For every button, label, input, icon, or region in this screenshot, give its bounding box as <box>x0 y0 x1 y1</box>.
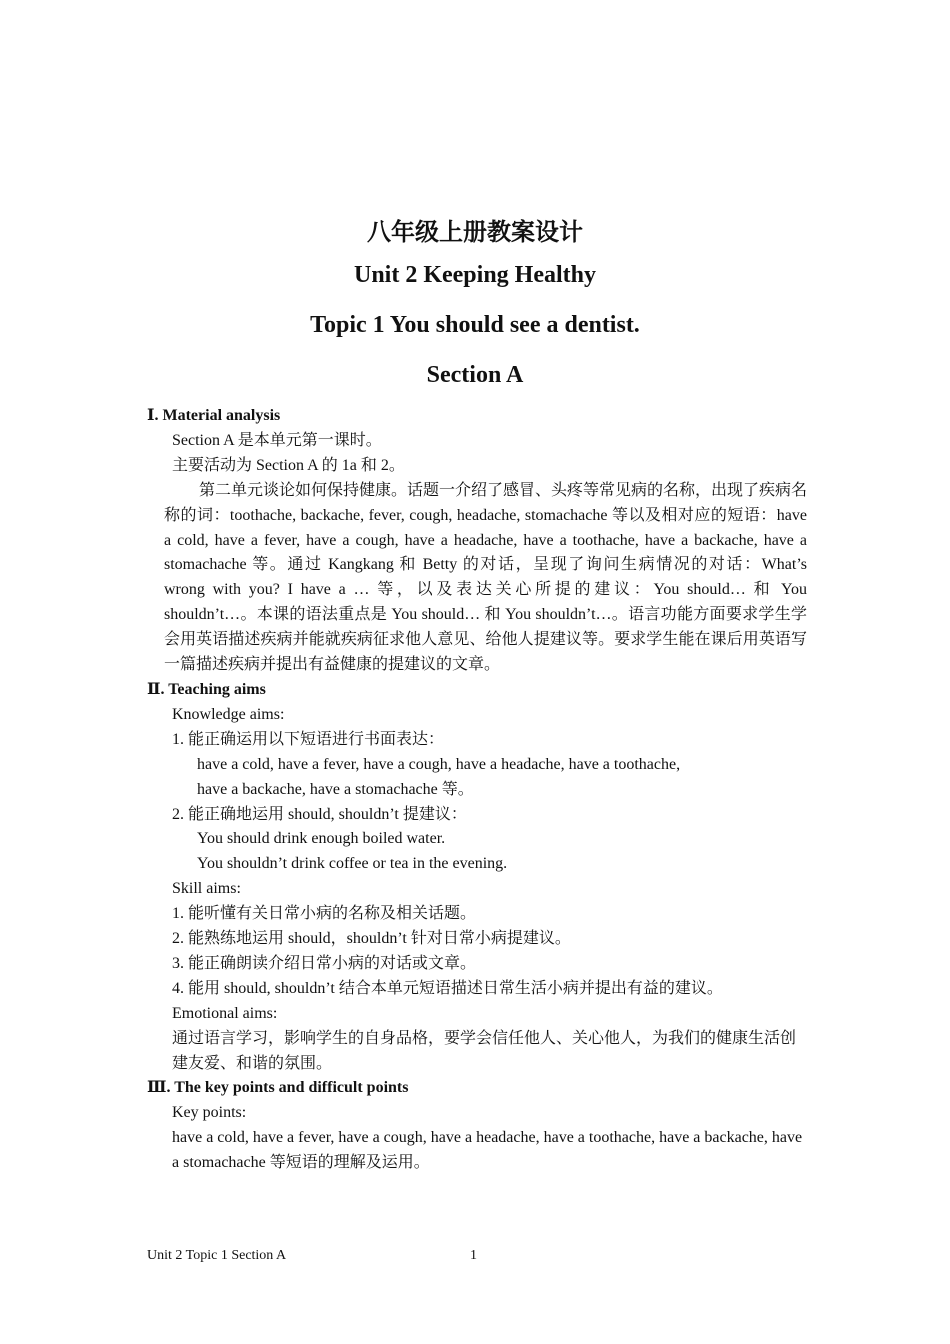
key-points-text: have a cold, have a fever, have a cough, have a headache, have a toothache, have a backache, have a stomachache 等短语的理解及运用。 <box>172 1129 803 1172</box>
topic-title: Topic 1 You should see a dentist. <box>310 312 640 338</box>
aims-heading: Ⅱ. Teaching aims <box>147 680 266 698</box>
page-number: 1 <box>470 1248 477 1263</box>
material-paragraph <box>147 479 807 678</box>
unit-title: Unit 2 Keeping Healthy <box>353 262 596 288</box>
footer-label: Unit 2 Topic 1 Section A <box>147 1248 287 1263</box>
material-paragraph-text: 第二单元谈论如何保持健康。话题一介绍了感冒、头疼等常见病的名称，出现了疾病名称的词：toothache, backache, fever, cough, headache, stomachache 等以及相对应的短语：have a cold, have a fever, have a cough, have a headache, have a toothache, have a backache, have a stomachache 等。通过 Kangkang 和 Betty 的对话，呈现了询问生病情况的对话：What’s wrong with you? I have a … 等，以及表达关心所提的建议：You should… 和 You shouldn’t…。本课的语法重点是 You should… 和 You shouldn’t…。语言功能方面要求学生学会用英语描述疾病并能就疾病征求他人意见、给他人提建议等。要求学生能在课后用英语写一篇描述疾病并提出有益健康的提建议的文章。 <box>164 481 808 674</box>
skill-aims-label: Skill aims: <box>172 880 241 898</box>
section-title: Section A <box>426 362 524 388</box>
chinese-title: 八年级上册教案设计 <box>367 220 583 246</box>
skill-aim-2: 2. 能熟练地运用 should，shouldn’t 针对日常小病提建议。 <box>172 930 571 948</box>
knowledge-aim-2: 2. 能正确地运用 should, shouldn’t 提建议： <box>172 805 467 823</box>
knowledge-aims-label: Knowledge aims: <box>172 705 285 723</box>
skill-aim-1: 1. 能听懂有关日常小病的名称及相关话题。 <box>172 905 477 923</box>
skill-aim-3: 3. 能正确朗读介绍日常小病的对话或文章。 <box>172 954 477 972</box>
knowledge-aim-2-example-a: You should drink enough boiled water. <box>197 830 446 848</box>
skill-aim-4: 4. 能用 should, shouldn’t 结合本单元短语描述日常生活小病并提出有益的建议。 <box>172 979 723 997</box>
material-line-2: 主要活动为 Section A 的 1a 和 2。 <box>172 456 405 474</box>
material-heading: Ⅰ. Material analysis <box>147 407 281 424</box>
emotional-aims-label: Emotional aims: <box>172 1004 278 1022</box>
knowledge-aim-1: 1. 能正确运用以下短语进行书面表达： <box>172 730 445 748</box>
knowledge-aim-1-phrases-a: have a cold, have a fever, have a cough, have a headache, have a toothache, <box>197 755 681 773</box>
document-body <box>147 404 807 1176</box>
key-points-heading: Ⅲ. The key points and difficult points <box>147 1079 409 1097</box>
knowledge-aim-1-phrases-b: have a backache, have a stomachache 等。 <box>197 780 474 798</box>
material-line-1: Section A 是本单元第一课时。 <box>172 431 382 449</box>
key-points-label: Key points: <box>172 1104 247 1122</box>
emotional-aim-text: 通过语言学习，影响学生的自身品格，要学会信任他人、关心他人，为我们的健康生活创建友爱、和谐的氛围。 <box>172 1029 797 1072</box>
knowledge-aim-2-example-b: You shouldn’t drink coffee or tea in the evening. <box>197 855 508 873</box>
